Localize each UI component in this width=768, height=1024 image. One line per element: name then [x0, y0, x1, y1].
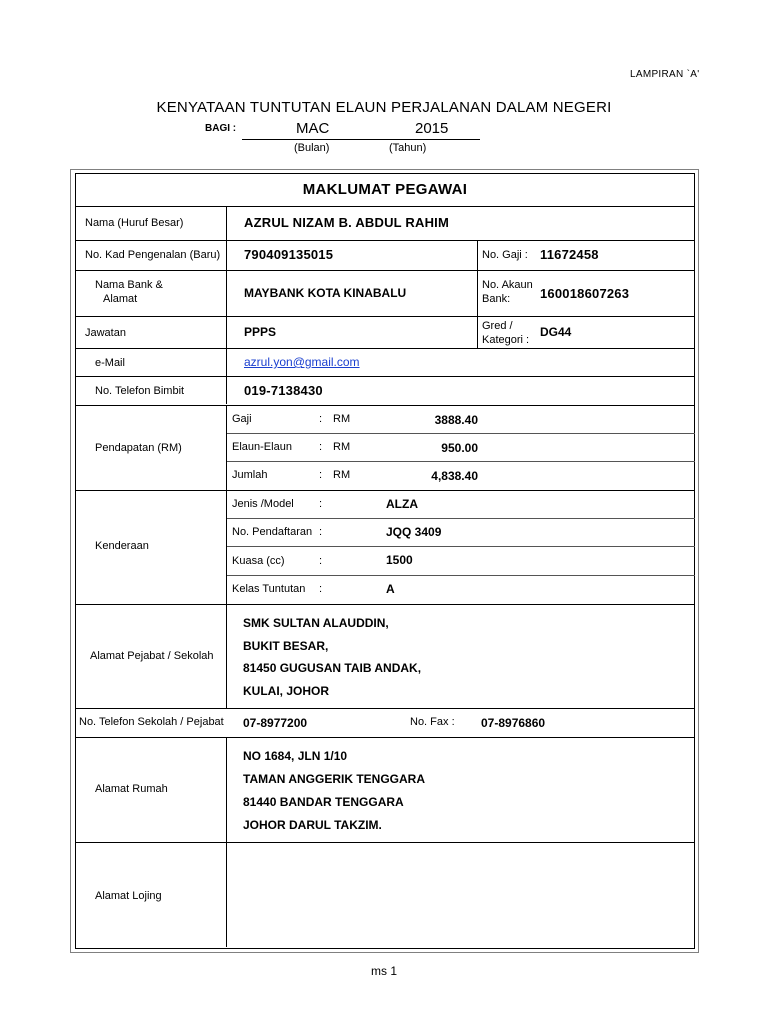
row-divider [75, 490, 695, 491]
row-divider [75, 604, 695, 605]
row-divider [75, 240, 695, 241]
row-divider [75, 376, 695, 377]
no-akaun-label-2: Bank: [482, 293, 511, 305]
row-divider [75, 316, 695, 317]
no-akaun-label: No. Akaun [482, 279, 533, 291]
kuasa-value: 1500 [386, 553, 413, 567]
subrow-divider [226, 575, 695, 576]
gaji-currency: RM [333, 413, 351, 425]
subrow-divider [226, 518, 695, 519]
kad-pengenalan-label: No. Kad Pengenalan (Baru) [85, 249, 221, 261]
elaun-colon: : [319, 441, 323, 453]
row-divider [75, 737, 695, 738]
bagi-year: 2015 [415, 120, 449, 137]
no-pendaftaran-label: No. Pendaftaran [232, 526, 313, 538]
jumlah-label: Jumlah [232, 469, 268, 481]
elaun-currency: RM [333, 441, 351, 453]
no-gaji-label: No. Gaji : [482, 249, 528, 261]
telefon-sekolah-label: No. Telefon Sekolah / Pejabat [79, 716, 224, 728]
nama-value: AZRUL NIZAM B. ABDUL RAHIM [244, 215, 449, 230]
telefon-sekolah-value: 07-8977200 [243, 716, 308, 730]
row-divider [75, 348, 695, 349]
jenis-model-colon: : [319, 498, 323, 510]
subrow-divider [226, 546, 695, 547]
alamat-pejabat-line: BUKIT BESAR, [243, 639, 329, 653]
form-title: KENYATAAN TUNTUTAN ELAUN PERJALANAN DALAM NEGERI [156, 99, 612, 116]
kategori-label: Kategori : [482, 334, 530, 346]
gaji-colon: : [319, 413, 323, 425]
kad-pengenalan-value: 790409135015 [244, 247, 334, 262]
jenis-model-value: ALZA [386, 497, 418, 511]
subrow-divider [226, 461, 695, 462]
row-divider [75, 206, 695, 207]
row-divider [75, 708, 695, 709]
gred-label: Gred / [482, 320, 513, 332]
alamat-pejabat-line: KULAI, JOHOR [243, 684, 330, 698]
jumlah-currency: RM [333, 469, 351, 481]
bagi-month: MAC [296, 120, 330, 137]
alamat-pejabat-line: SMK SULTAN ALAUDDIN, [243, 616, 389, 630]
alamat-rumah-line: 81440 BANDAR TENGGARA [243, 795, 404, 809]
page-number: ms 1 [370, 964, 397, 978]
nama-bank-label: Nama Bank & [95, 279, 163, 291]
kelas-tuntutan-label: Kelas Tuntutan [232, 583, 306, 595]
lampiran-label: LAMPIRAN `A' [630, 69, 700, 80]
kenderaan-label: Kenderaan [95, 540, 149, 552]
gred-value: DG44 [540, 325, 572, 339]
telefon-bimbit-label: No. Telefon Bimbit [95, 385, 185, 397]
bagi-label: BAGI : [205, 123, 237, 134]
fax-value: 07-8976860 [481, 716, 546, 730]
alamat-lojing-field[interactable] [228, 844, 692, 944]
jawatan-label: Jawatan [85, 327, 126, 339]
nama-label: Nama (Huruf Besar) [85, 217, 184, 229]
row-divider [75, 405, 695, 406]
email-link[interactable]: azrul.yon@gmail.com [244, 355, 360, 369]
pendapatan-label: Pendapatan (RM) [95, 442, 182, 454]
alamat-lojing-label: Alamat Lojing [95, 890, 162, 902]
section-title: MAKLUMAT PEGAWAI [302, 181, 468, 198]
elaun-label: Elaun-Elaun [232, 441, 292, 453]
fax-label: No. Fax : [410, 716, 455, 728]
no-gaji-value: 11672458 [540, 247, 599, 262]
alamat-pejabat-line: 81450 GUGUSAN TAIB ANDAK, [243, 661, 422, 675]
no-pendaftaran-colon: : [319, 526, 323, 538]
telefon-bimbit-value: 019-7138430 [244, 383, 323, 398]
tahun-label: (Tahun) [389, 142, 427, 154]
column-divider [226, 206, 227, 404]
column-divider [226, 737, 227, 947]
column-divider [226, 405, 227, 708]
row-divider [75, 270, 695, 271]
alamat-rumah-line: TAMAN ANGGERIK TENGGARA [243, 772, 425, 786]
alamat-rumah-line: NO 1684, JLN 1/10 [243, 749, 348, 763]
jumlah-amount: 4,838.40 [431, 469, 478, 483]
subrow-divider [226, 433, 695, 434]
jumlah-colon: : [319, 469, 323, 481]
kelas-tuntutan-colon: : [319, 583, 323, 595]
gaji-amount: 3888.40 [434, 413, 478, 427]
column-divider [477, 240, 478, 348]
alamat-rumah-line: JOHOR DARUL TAKZIM. [243, 818, 382, 832]
kelas-tuntutan-value: A [386, 582, 395, 596]
alamat-bank-label: Alamat [103, 293, 138, 305]
kuasa-colon: : [319, 555, 323, 567]
bulan-label: (Bulan) [294, 142, 330, 154]
jenis-model-label: Jenis /Model [232, 498, 294, 510]
kuasa-label: Kuasa (cc) [232, 555, 285, 567]
bagi-underline [242, 139, 480, 140]
nama-bank-value: MAYBANK KOTA KINABALU [244, 286, 407, 300]
email-label: e-Mail [95, 357, 125, 369]
row-divider [75, 842, 695, 843]
elaun-amount: 950.00 [441, 441, 478, 455]
no-pendaftaran-value: JQQ 3409 [386, 525, 442, 539]
jawatan-value: PPPS [244, 325, 277, 339]
alamat-pejabat-label: Alamat Pejabat / Sekolah [90, 650, 214, 662]
no-akaun-value: 160018607263 [540, 286, 630, 301]
gaji-label: Gaji [232, 413, 252, 425]
alamat-rumah-label: Alamat Rumah [95, 783, 168, 795]
